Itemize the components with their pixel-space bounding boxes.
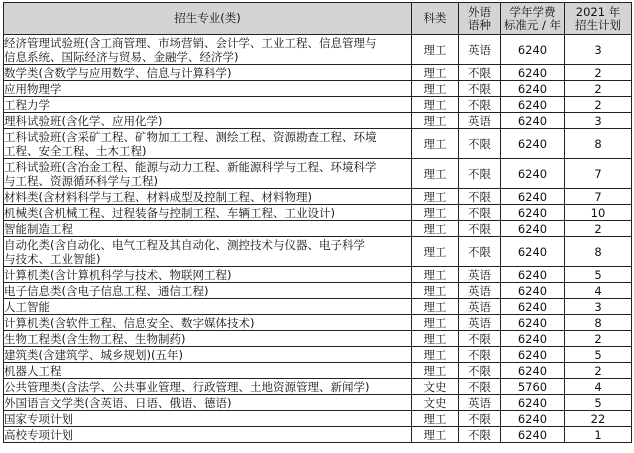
- cell-tuition: 6240: [501, 331, 565, 347]
- major-line: 工科试验班(含冶金工程、能源与动力工程、新能源科学与工程、环境科学: [4, 159, 377, 174]
- cell-language: 不限: [459, 221, 501, 237]
- cell-major: [4, 347, 412, 363]
- cell-major: [4, 65, 412, 81]
- major-line: 高校专项计划: [4, 427, 73, 442]
- major-line: 计算机类(含计算机科学与技术、物联网工程): [4, 267, 232, 282]
- cell-major: [4, 331, 412, 347]
- table-row: [4, 379, 632, 395]
- table-row: [4, 427, 632, 443]
- cell-language: 不限: [459, 411, 501, 427]
- header-plan: 2021 年 招生计划: [565, 3, 632, 35]
- header-tuition: 学年学费 标准元 / 年: [501, 3, 565, 35]
- cell-tuition: 6240: [501, 159, 565, 189]
- cell-plan: 2: [565, 221, 632, 237]
- major-line: 数学类(含数学与应用数学、信息与计算科学): [4, 65, 232, 80]
- cell-plan: 2: [565, 331, 632, 347]
- cell-tuition: 6240: [501, 35, 565, 65]
- cell-plan: 5: [565, 395, 632, 411]
- cell-language: 英语: [459, 395, 501, 411]
- cell-language: 英语: [459, 283, 501, 299]
- cell-tuition: 6240: [501, 221, 565, 237]
- cell-plan: 2: [565, 363, 632, 379]
- cell-tuition: 6240: [501, 315, 565, 331]
- major-line: 电子信息类(含电子信息工程、通信工程): [4, 283, 209, 298]
- cell-subject: 理工: [412, 411, 459, 427]
- table-row: [4, 205, 632, 221]
- cell-tuition: 6240: [501, 283, 565, 299]
- cell-tuition: 6240: [501, 363, 565, 379]
- header-language: 外语 语种: [459, 3, 501, 35]
- cell-language: 不限: [459, 379, 501, 395]
- cell-subject: 理工: [412, 315, 459, 331]
- major-line: 公共管理类(含法学、公共事业管理、行政管理、土地资源管理、新闻学): [4, 379, 370, 394]
- cell-tuition: 6240: [501, 267, 565, 283]
- cell-language: 不限: [459, 159, 501, 189]
- cell-language: 英语: [459, 35, 501, 65]
- major-line: 经济管理试验班(含工商管理、市场营销、会计学、工业工程、信息管理与: [4, 35, 377, 50]
- cell-major: [4, 283, 412, 299]
- cell-subject: 理工: [412, 331, 459, 347]
- cell-plan: 2: [565, 97, 632, 113]
- table-row: [4, 283, 632, 299]
- cell-plan: 7: [565, 189, 632, 205]
- cell-major: [4, 159, 412, 189]
- enrollment-plan-table: [3, 2, 632, 443]
- cell-plan: 3: [565, 299, 632, 315]
- cell-major: [4, 363, 412, 379]
- table-row: [4, 113, 632, 129]
- cell-language: 不限: [459, 65, 501, 81]
- table-row: [4, 331, 632, 347]
- cell-plan: 3: [565, 35, 632, 65]
- cell-plan: 4: [565, 379, 632, 395]
- cell-plan: 8: [565, 237, 632, 267]
- cell-subject: 理工: [412, 35, 459, 65]
- cell-major: [4, 113, 412, 129]
- cell-plan: 2: [565, 81, 632, 97]
- cell-major: [4, 237, 412, 267]
- cell-plan: 5: [565, 267, 632, 283]
- major-line: 理科试验班(含化学、应用化学): [4, 113, 163, 128]
- cell-plan: 4: [565, 283, 632, 299]
- cell-plan: 3: [565, 113, 632, 129]
- table-row: [4, 35, 632, 65]
- table-row: [4, 189, 632, 205]
- cell-subject: 文史: [412, 379, 459, 395]
- cell-tuition: 6240: [501, 189, 565, 205]
- cell-plan: 7: [565, 159, 632, 189]
- cell-plan: 22: [565, 411, 632, 427]
- table-row: [4, 65, 632, 81]
- table-header-row: [4, 3, 632, 35]
- cell-major: [4, 189, 412, 205]
- cell-language: 不限: [459, 129, 501, 159]
- cell-tuition: 6240: [501, 427, 565, 443]
- cell-subject: 理工: [412, 299, 459, 315]
- cell-subject: 理工: [412, 65, 459, 81]
- major-line: 自动化类(含自动化、电气工程及其自动化、测控技术与仪器、电子科学: [4, 237, 365, 252]
- major-line: 工程、安全工程、土木工程): [4, 143, 147, 158]
- major-line: 机器人工程: [4, 363, 62, 378]
- cell-subject: 理工: [412, 113, 459, 129]
- cell-major: [4, 379, 412, 395]
- cell-plan: 5: [565, 347, 632, 363]
- cell-plan: 8: [565, 315, 632, 331]
- major-line: 人工智能: [4, 299, 50, 314]
- cell-tuition: 6240: [501, 129, 565, 159]
- cell-subject: 理工: [412, 347, 459, 363]
- major-line: 材料类(含材料科学与工程、材料成型及控制工程、材料物理): [4, 189, 312, 204]
- cell-tuition: 6240: [501, 113, 565, 129]
- major-line: 机械类(含机械工程、过程装备与控制工程、车辆工程、工业设计): [4, 205, 335, 220]
- cell-tuition: 6240: [501, 81, 565, 97]
- cell-language: 不限: [459, 427, 501, 443]
- cell-major: [4, 299, 412, 315]
- cell-language: 不限: [459, 81, 501, 97]
- cell-subject: 理工: [412, 237, 459, 267]
- cell-language: 不限: [459, 331, 501, 347]
- cell-major: [4, 395, 412, 411]
- table-row: [4, 347, 632, 363]
- header-major: 招生专业(类): [4, 3, 412, 35]
- cell-subject: 理工: [412, 427, 459, 443]
- cell-tuition: 6240: [501, 347, 565, 363]
- table-row: [4, 395, 632, 411]
- cell-subject: 理工: [412, 283, 459, 299]
- cell-plan: 1: [565, 427, 632, 443]
- cell-tuition: 6240: [501, 395, 565, 411]
- major-line: 外国语言文学类(含英语、日语、俄语、德语): [4, 395, 232, 410]
- major-line: 工程力学: [4, 97, 50, 112]
- table-row: [4, 97, 632, 113]
- cell-language: 英语: [459, 113, 501, 129]
- cell-subject: 理工: [412, 81, 459, 97]
- cell-language: 英语: [459, 267, 501, 283]
- cell-subject: 理工: [412, 159, 459, 189]
- table-row: [4, 411, 632, 427]
- cell-plan: 10: [565, 205, 632, 221]
- cell-tuition: 6240: [501, 65, 565, 81]
- major-line: 计算机类(含软件工程、信息安全、数字媒体技术): [4, 315, 255, 330]
- cell-language: 不限: [459, 347, 501, 363]
- table-row: [4, 81, 632, 97]
- cell-language: 不限: [459, 205, 501, 221]
- cell-subject: 理工: [412, 97, 459, 113]
- cell-major: [4, 411, 412, 427]
- cell-tuition: 6240: [501, 205, 565, 221]
- cell-language: 不限: [459, 189, 501, 205]
- table-row: [4, 221, 632, 237]
- cell-major: [4, 267, 412, 283]
- cell-plan: 2: [565, 65, 632, 81]
- table-row: [4, 315, 632, 331]
- table-row: [4, 237, 632, 267]
- table-row: [4, 267, 632, 283]
- enrollment-plan-document: [3, 2, 631, 451]
- cell-tuition: 5760: [501, 379, 565, 395]
- cell-language: 不限: [459, 97, 501, 113]
- cell-language: 英语: [459, 315, 501, 331]
- major-line: 国家专项计划: [4, 411, 73, 426]
- cell-plan: 8: [565, 129, 632, 159]
- cell-subject: 理工: [412, 267, 459, 283]
- cell-major: [4, 315, 412, 331]
- cell-subject: 理工: [412, 189, 459, 205]
- header-subject: 科类: [412, 3, 459, 35]
- major-line: 与工程、资源循环科学与工程): [4, 173, 158, 188]
- major-line: 建筑类(含建筑学、城乡规划)(五年): [4, 347, 183, 362]
- cell-language: 不限: [459, 237, 501, 267]
- major-line: 应用物理学: [4, 81, 62, 96]
- cell-major: [4, 129, 412, 159]
- cell-tuition: 6240: [501, 411, 565, 427]
- cell-major: [4, 221, 412, 237]
- cell-subject: 理工: [412, 221, 459, 237]
- cell-major: [4, 427, 412, 443]
- cell-language: 英语: [459, 299, 501, 315]
- cell-subject: 文史: [412, 395, 459, 411]
- cell-subject: 理工: [412, 205, 459, 221]
- major-line: 智能制造工程: [4, 221, 73, 236]
- table-row: [4, 299, 632, 315]
- cell-major: [4, 97, 412, 113]
- major-line: 工科试验班(含采矿工程、矿物加工工程、测绘工程、资源勘查工程、环境: [4, 129, 377, 144]
- cell-major: [4, 205, 412, 221]
- cell-major: [4, 81, 412, 97]
- cell-subject: 理工: [412, 363, 459, 379]
- table-row: [4, 363, 632, 379]
- major-line: 生物工程类(含生物工程、生物制药): [4, 331, 186, 346]
- cell-tuition: 6240: [501, 97, 565, 113]
- cell-tuition: 6240: [501, 299, 565, 315]
- major-line: 与技术、工业智能): [4, 251, 101, 266]
- cell-language: 不限: [459, 363, 501, 379]
- cell-major: [4, 35, 412, 65]
- cell-tuition: 6240: [501, 237, 565, 267]
- table-row: [4, 129, 632, 159]
- cell-subject: 理工: [412, 129, 459, 159]
- table-row: [4, 159, 632, 189]
- major-line: 信息系统、国际经济与贸易、金融学、经济学): [4, 49, 239, 64]
